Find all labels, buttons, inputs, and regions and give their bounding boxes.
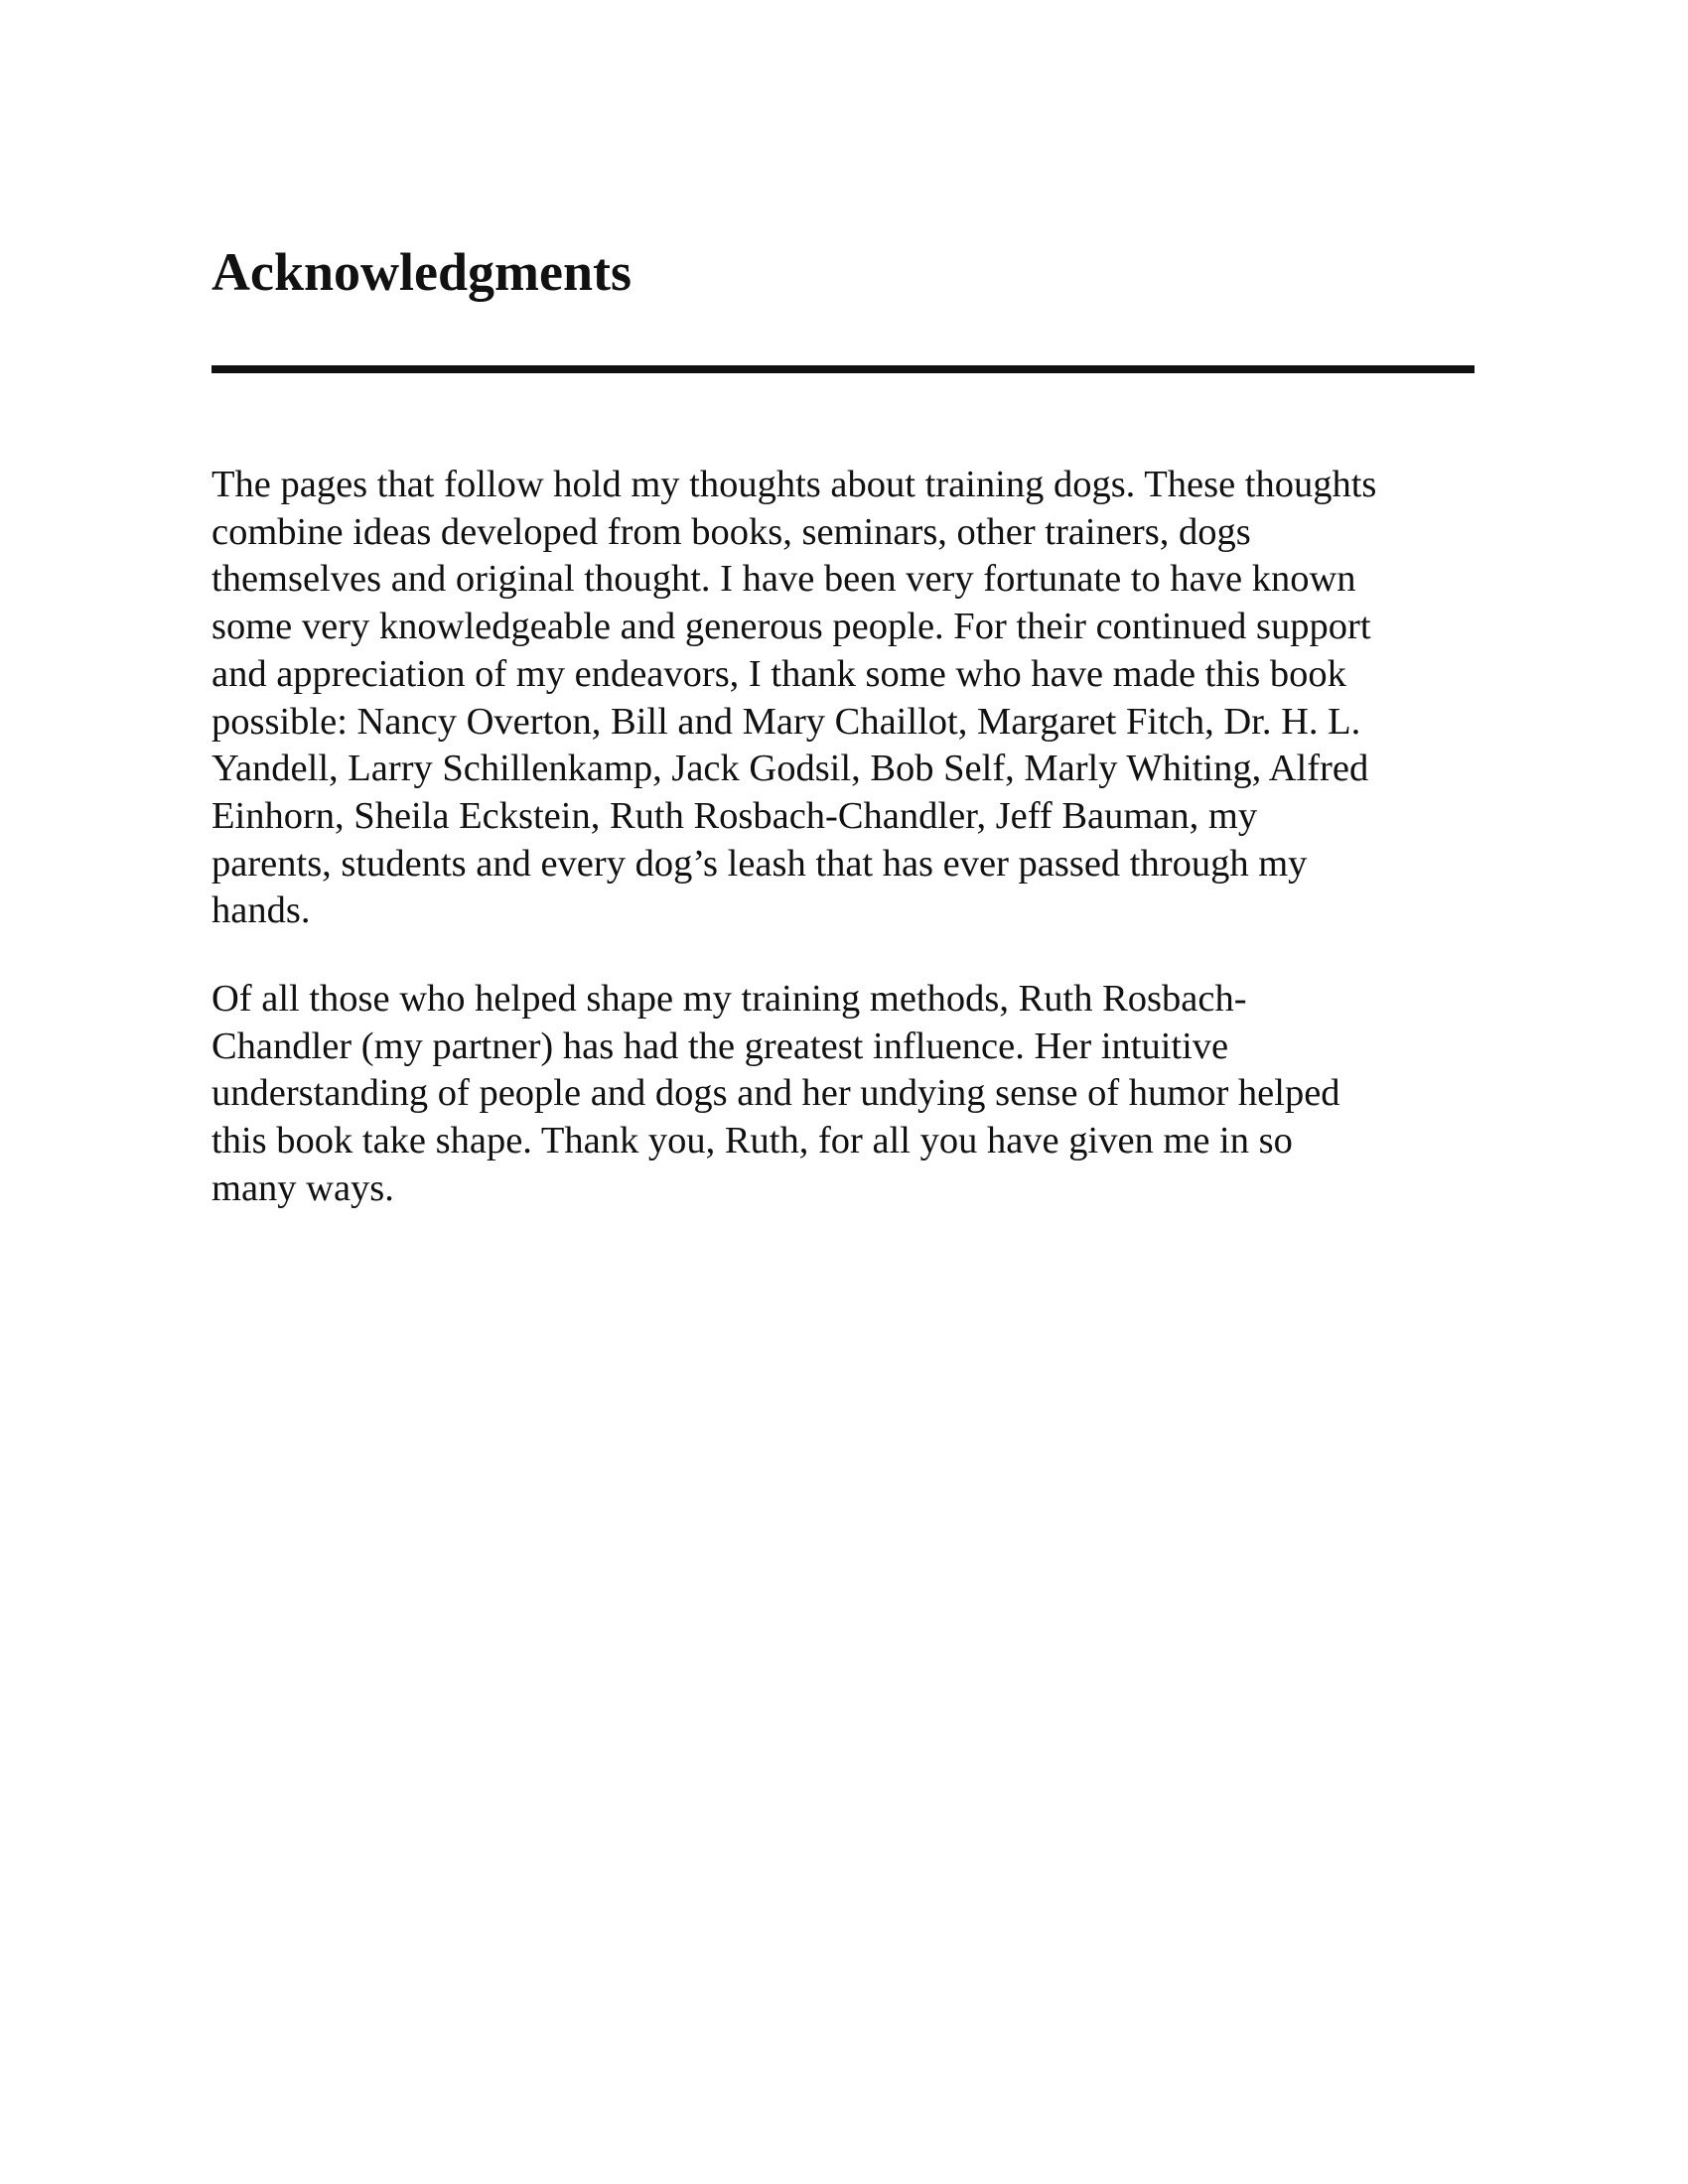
text-line: possible: Nancy Overton, Bill and Mary Chaillot, Margaret Fitch, Dr. H. L. (211, 700, 1361, 743)
text-line: parents, students and every dog’s leash that has ever passed through my (211, 842, 1308, 885)
page-title: Acknowledgments (211, 242, 633, 302)
paragraph-2 (211, 976, 1492, 1213)
text-line: some very knowledgeable and generous people. For their continued support (211, 606, 1371, 648)
text-line: combine ideas developed from books, seminars, other trainers, dogs (211, 510, 1251, 553)
text-line: Chandler (my partner) has had the greatest influence. Her intuitive (211, 1024, 1229, 1067)
text-line: many ways. (211, 1166, 394, 1209)
text-line: The pages that follow hold my thoughts about training dogs. These thoughts (211, 464, 1377, 505)
text-line: this book take shape. Thank you, Ruth, for all you have given me in so (211, 1120, 1293, 1162)
paragraph-1 (211, 462, 1492, 935)
text-line: Of all those who helped shape my training methods, Ruth Rosbach- (211, 978, 1247, 1021)
title-divider (211, 365, 1475, 373)
text-line: Einhorn, Sheila Eckstein, Ruth Rosbach-Chandler, Jeff Bauman, my (211, 794, 1258, 837)
text-line: and appreciation of my endeavors, I thank some who have made this book (211, 652, 1346, 695)
body-text (211, 462, 1492, 1213)
text-line: hands. (211, 889, 311, 932)
text-line: understanding of people and dogs and her undying sense of humor helped (211, 1072, 1340, 1115)
text-line: themselves and original thought. I have been very fortunate to have known (211, 558, 1356, 601)
text-line: Yandell, Larry Schillenkamp, Jack Godsil, Bob Self, Marly Whiting, Alfred (211, 748, 1369, 790)
